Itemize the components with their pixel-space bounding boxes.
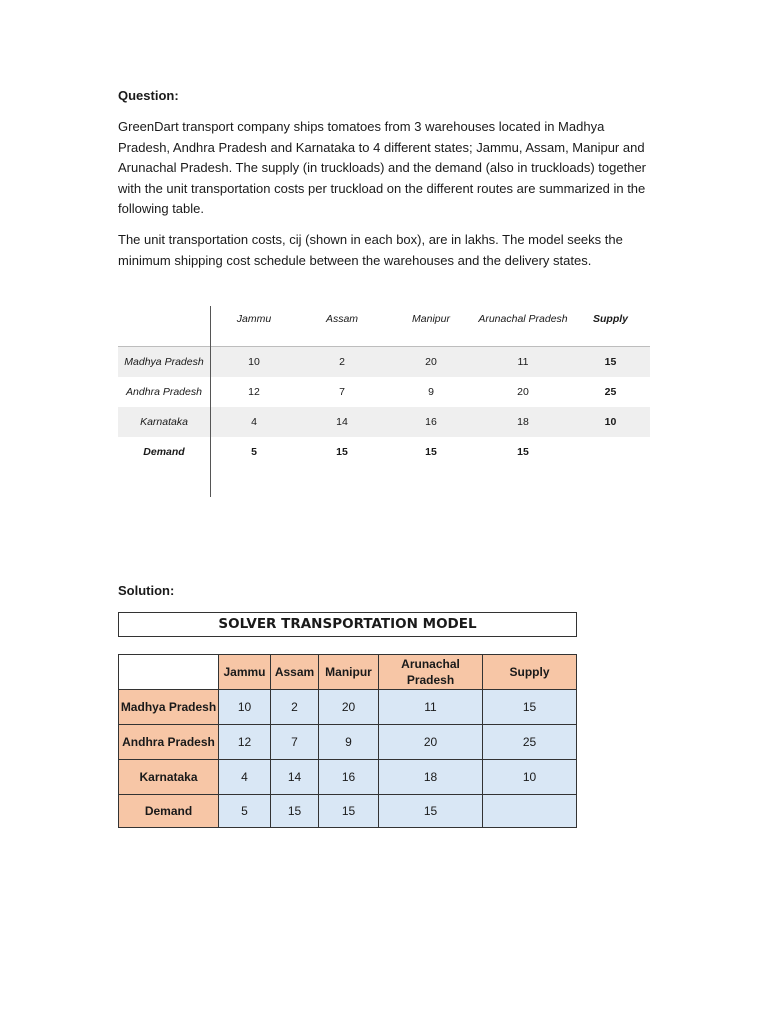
- cost-table: [118, 306, 650, 497]
- question-paragraph-2: The unit transportation costs, cij (shown in each box), are in lakhs. The model seeks the minimum shipping cost schedule between the warehouses and the delivery states.: [118, 232, 623, 268]
- demand-cell: 15: [425, 445, 437, 458]
- solver-demand-cell: 5: [219, 795, 271, 828]
- solver-cell: 11: [379, 690, 483, 725]
- cost-table-row: [118, 347, 650, 377]
- cost-col-jammu: Jammu: [236, 313, 272, 325]
- cost-col-manipur: Manipur: [412, 313, 450, 325]
- question-paragraph-1: GreenDart transport company ships tomatoes from 3 warehouses located in Madhya Pradesh, Andhra Pradesh and Karnataka to 4 different states; Jammu, Assam, Manipur and Arunachal Pradesh. The supply (in truckloads) and the demand (also in truckloads) together with the unit transportation costs per truckload on the different routes are summarized in the following table.: [118, 119, 646, 216]
- demand-cell: 15: [517, 445, 529, 458]
- solution-heading: Solution:: [118, 583, 175, 598]
- cost-cell: 14: [336, 415, 348, 428]
- demand-row: [118, 437, 650, 467]
- cost-col-arunachal: Arunachal Pradesh: [478, 313, 568, 325]
- solver-cell: 4: [219, 760, 271, 795]
- solver-row: [119, 760, 577, 795]
- solver-row: [119, 690, 577, 725]
- solver-demand-row: [119, 795, 577, 828]
- demand-cell: [571, 437, 650, 467]
- solver-cell: 14: [271, 760, 319, 795]
- solver-col-assam: Assam: [271, 655, 319, 690]
- supply-cell: 25: [604, 385, 617, 398]
- solver-table: [118, 654, 577, 828]
- cost-table-tail: [118, 467, 650, 497]
- cost-row-label: Karnataka: [118, 407, 211, 437]
- supply-cell: 15: [571, 347, 650, 377]
- solver-supply-cell: 15: [483, 690, 577, 725]
- demand-row-label: Demand: [118, 437, 211, 467]
- solver-cell: 16: [319, 760, 379, 795]
- cost-cell: 4: [251, 415, 257, 428]
- cost-table-tail-cell: [118, 467, 211, 497]
- solver-cell: 2: [271, 690, 319, 725]
- cost-cell: 20: [387, 347, 475, 377]
- solver-model-title: SOLVER TRANSPORTATION MODEL: [118, 612, 577, 637]
- cost-table-header-row: [118, 306, 650, 347]
- cost-cell: 16: [425, 415, 437, 428]
- solver-demand-cell: 15: [379, 795, 483, 828]
- cost-cell: 11: [475, 347, 571, 377]
- cost-cell: 7: [339, 385, 345, 398]
- solver-row: [119, 725, 577, 760]
- solver-demand-cell: [483, 795, 577, 828]
- solver-cell: 20: [319, 690, 379, 725]
- solver-col-jammu: Jammu: [219, 655, 271, 690]
- demand-cell: 15: [336, 445, 348, 458]
- solver-col-manipur: Manipur: [319, 655, 379, 690]
- cost-row-label: Madhya Pradesh: [118, 347, 211, 377]
- solver-row-label: Karnataka: [119, 760, 219, 795]
- solver-cell: 20: [379, 725, 483, 760]
- cost-cell: 12: [248, 385, 260, 398]
- cost-cell: 20: [517, 385, 529, 398]
- cost-cell: 9: [428, 385, 434, 398]
- solver-row-label: Andhra Pradesh: [119, 725, 219, 760]
- solver-cell: 7: [271, 725, 319, 760]
- supply-cell: 10: [604, 415, 617, 428]
- cost-table-corner: [118, 306, 211, 347]
- solver-demand-label: Demand: [119, 795, 219, 828]
- solver-cell: 12: [219, 725, 271, 760]
- cost-col-assam: Assam: [325, 313, 359, 325]
- cost-table-row: [118, 377, 650, 407]
- solver-demand-cell: 15: [271, 795, 319, 828]
- cost-col-supply: Supply: [592, 313, 628, 325]
- cost-table-tail-fill: [211, 467, 651, 497]
- cost-row-label: Andhra Pradesh: [118, 377, 211, 407]
- solver-supply-cell: 10: [483, 760, 577, 795]
- solver-col-supply: Supply: [483, 655, 577, 690]
- solver-corner-cell: [119, 655, 219, 690]
- demand-cell: 5: [251, 445, 257, 458]
- solver-header-row: [119, 655, 577, 690]
- question-heading: Question:: [118, 88, 179, 103]
- solver-demand-cell: 15: [319, 795, 379, 828]
- solver-col-arunachal: Arunachal Pradesh: [379, 655, 483, 690]
- cost-cell: 18: [517, 415, 529, 428]
- cost-table-row: [118, 407, 650, 437]
- solver-row-label: Madhya Pradesh: [119, 690, 219, 725]
- solver-supply-cell: 25: [483, 725, 577, 760]
- cost-cell: 10: [211, 347, 298, 377]
- solver-cell: 18: [379, 760, 483, 795]
- solver-cell: 10: [219, 690, 271, 725]
- solver-cell: 9: [319, 725, 379, 760]
- cost-cell: 2: [297, 347, 387, 377]
